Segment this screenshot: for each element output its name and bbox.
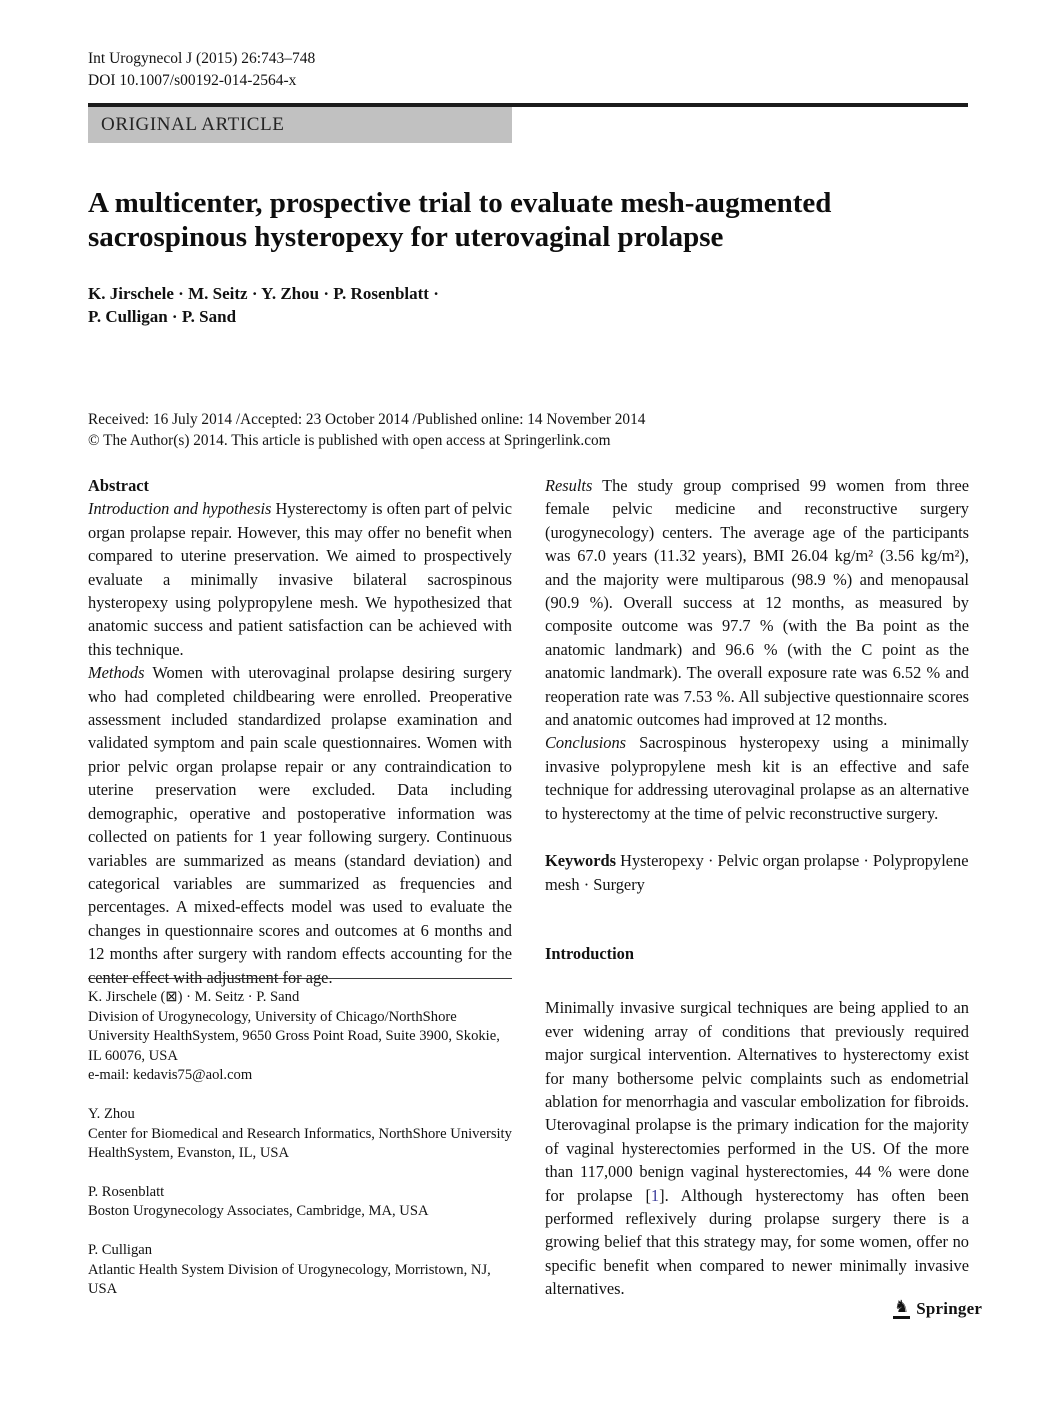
affiliation-block-zhou	[88, 1105, 512, 1164]
affiliation-names: K. Jirschele (⊠) · M. Seitz · P. Sand	[88, 989, 300, 1005]
abstract-label-methods: Methods	[88, 663, 145, 683]
affiliation-email[interactable]: e-mail: kedavis75@aol.com	[88, 1067, 253, 1084]
springer-logo-text: Springer	[916, 1298, 983, 1318]
springer-knight-icon: ♞	[893, 1298, 910, 1319]
affiliation-block-jirschele	[88, 988, 512, 1086]
article-title	[88, 186, 938, 254]
affiliation-names: P. Rosenblatt	[88, 1183, 165, 1200]
abstract-label-results: Results	[545, 476, 593, 495]
affiliation-names: Y. Zhou	[88, 1105, 135, 1122]
abstract-text-conclusions: Sacrospinous hysteropexy using a minimally invasive polypropylene mesh kit is an effective and safe technique for addressing uterovaginal prolapse as an alternative to hysterectomy at the time of pelvic reconstructive surgery.	[545, 733, 969, 823]
citation-link-1[interactable]: 1	[650, 1185, 660, 1205]
affiliation-block-culligan	[88, 1241, 512, 1300]
introduction-paragraph	[545, 996, 969, 1300]
article-type-banner	[88, 107, 512, 143]
affiliation-block-rosenblatt	[88, 1183, 512, 1222]
introduction-text-before-citation: Minimally invasive surgical techniques are being applied to an ever widening array of conditions that previously required major surgical intervention. Alternatives to hysterectomy exist for many bothersome pelvic complaints such as endometrial ablation for menorrhagia and vascular embolization for fibroids. Uterovaginal prolapse is the primary indication for the majority of vaginal hysterectomies performed in the US. Of the more than 117,000 benign vaginal hysterectomies, 44 % were done for prolapse [	[545, 998, 969, 1205]
abstract-heading: Abstract	[88, 476, 149, 495]
left-column	[88, 474, 512, 989]
author-list-line1: K. Jirschele · M. Seitz · Y. Zhou · P. Rosenblatt ·	[88, 284, 439, 303]
abstract-text-results: The study group comprised 99 women from three female pelvic medicine and reconstructive surgery (urogynecology) centers. The average age of the participants was 67.0 years (11.32 years), BMI 26.04 kg/m² (3.56 kg/m²), and the majority were multiparous (98.9 %) and menopausal (90.9 %). Overall success at 12 months, as measured by composite outcome was 97.7 % (with the Ba point as the anatomic landmark) and 96.6 % (with the C point as the anatomic landmark). The overall exposure rate was 6.52 % and reoperation rate was 7.53 %. All subjective questionnaire scores and anatomic outcomes had improved at 12 months.	[545, 476, 969, 730]
affiliation-address: Atlantic Health System Division of Urogynecology, Morristown, NJ, USA	[88, 1261, 491, 1298]
keywords-list: Hysteropexy · Pelvic organ prolapse · Polypropylene mesh · Surgery	[545, 851, 969, 894]
abstract-text-methods: Women with uterovaginal prolapse desiring surgery who had completed childbearing were enrolled. Preoperative assessment included standardized prolapse examination and validated symptom and pain scale questionnaires. Women with prior pelvic organ prolapse repair or any contraindication to uterine preservation were excluded. Data including demographic, operative and postoperative information was collected on patients for 1 year following surgery. Continuous variables are summarized as means (standard deviation) and categorical variables are summarized as frequencies and percentages. A mixed-effects model was used to evaluate the changes in questionnaire scores and outcomes at 6 months and 12 months after surgery with random effects accounting for the center effect with adjustment for age.	[88, 663, 512, 987]
abstract-results	[545, 474, 969, 731]
introduction-heading: Introduction	[545, 943, 634, 963]
abstract-intro-hypothesis	[88, 497, 512, 661]
masthead	[88, 48, 315, 92]
affiliation-address: Boston Urogynecology Associates, Cambridge, MA, USA	[88, 1203, 429, 1220]
affiliation-address: Division of Urogynecology, University of Chicago/NorthShore University HealthSystem, 9650 Gross Point Road, Suite 3900, Skokie, IL 60076, USA	[88, 1008, 500, 1064]
abstract-text-intro: Hysterectomy is often part of pelvic organ prolapse repair. However, this may offer no benefit when compared to uterine preservation. We aimed to prospectively evaluate a minimally invasive bilateral sacrospinous hysteropexy using polypropylene mesh. We hypothesized that anatomic success and patient satisfaction can be achieved with this technique.	[88, 499, 512, 659]
affiliation-address: Center for Biomedical and Research Informatics, NorthShore University HealthSystem, Evanston, IL, USA	[88, 1125, 512, 1162]
journal-reference: Int Urogynecol J (2015) 26:743–748	[88, 50, 316, 67]
article-title-line2: sacrospinous hysteropexy for uterovaginal prolapse	[88, 221, 724, 253]
copyright-notice: © The Author(s) 2014. This article is published with open access at Springerlink.com	[88, 431, 611, 449]
springer-logo	[893, 1298, 982, 1319]
received-dates: Received: 16 July 2014 /Accepted: 23 October 2014 /Published online: 14 November 2014	[88, 411, 646, 428]
article-title-line1: A multicenter, prospective trial to evaluate mesh-augmented	[88, 187, 832, 219]
abstract-label-intro: Introduction and hypothesis	[88, 499, 272, 519]
publication-history	[88, 410, 788, 451]
doi: DOI 10.1007/s00192-014-2564-x	[88, 72, 297, 89]
introduction-text-after-citation: ]. Although hysterectomy has often been performed reflexively during prolapse surgery there is a growing belief that this strategy may, for some women, offer no specific benefit when compared to newer minimally invasive alternatives.	[545, 1185, 970, 1299]
author-list	[88, 282, 439, 328]
abstract-conclusions	[545, 731, 969, 825]
keywords	[545, 849, 969, 896]
author-affiliations	[88, 978, 512, 1319]
abstract-label-conclusions: Conclusions	[545, 733, 627, 753]
article-type-label: ORIGINAL ARTICLE	[101, 114, 285, 135]
right-column	[545, 474, 969, 1301]
abstract-methods	[88, 661, 512, 989]
keywords-label: Keywords	[545, 851, 617, 871]
affiliation-names: P. Culligan	[88, 1241, 153, 1258]
author-list-line2: P. Culligan · P. Sand	[88, 307, 237, 326]
